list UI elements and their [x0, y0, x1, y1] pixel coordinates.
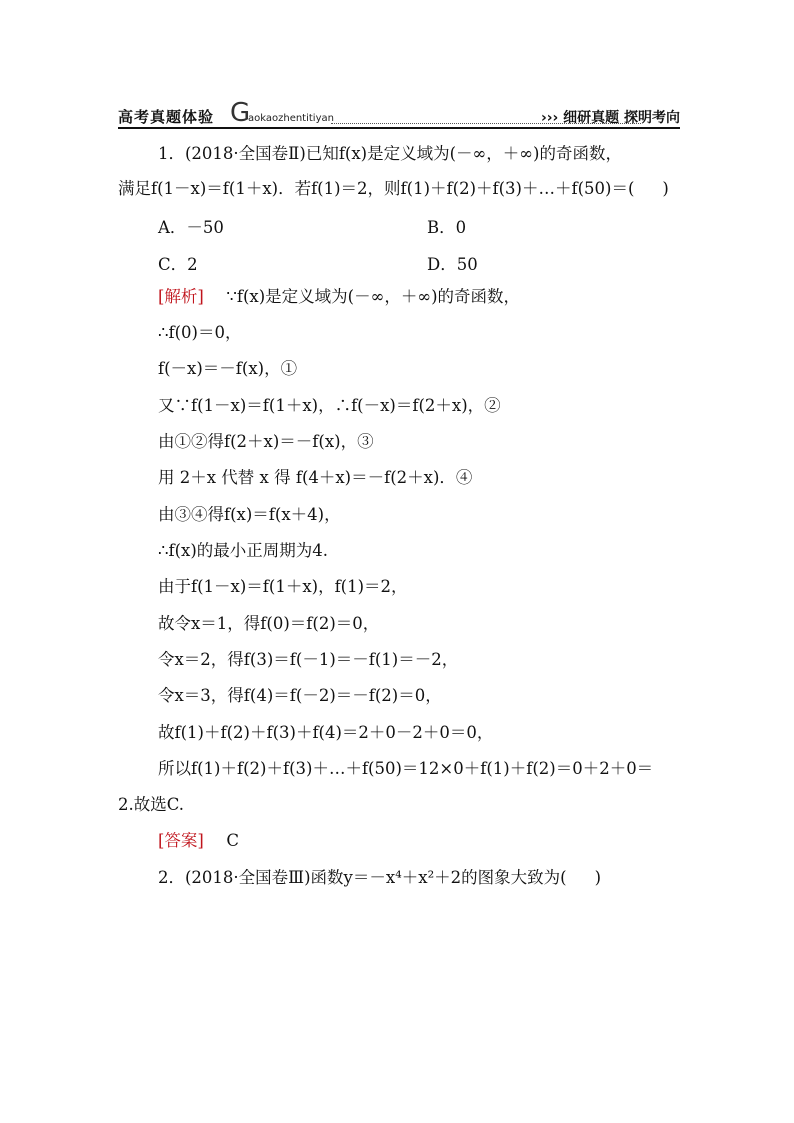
header-subtitle: ››› 细研真题 探明考向 — [540, 110, 680, 126]
analysis-line: 由于f(1－x)＝f(1＋x)，f(1)＝2， — [158, 577, 408, 596]
header-pinyin: aokaozhentitiyan — [248, 113, 334, 124]
analysis-line: 由①②得f(2＋x)＝－f(x)，③ — [158, 432, 374, 451]
option-d: D．50 — [427, 255, 478, 274]
analysis-line: 由③④得f(x)＝f(x＋4)， — [158, 505, 341, 524]
answer-tag: [答案] — [158, 831, 204, 850]
analysis-line: 令x＝2，得f(3)＝f(－1)＝－f(1)＝－2， — [158, 650, 459, 669]
section-title: 高考真题体验 — [118, 108, 215, 126]
option-b: B．0 — [427, 218, 467, 237]
analysis-conclusion: 2.故选C. — [118, 795, 185, 814]
analysis-line: ∴f(0)＝0， — [158, 323, 242, 342]
answer-line — [158, 830, 239, 852]
analysis-line: 用 2＋x 代替 x 得 f(4＋x)＝－f(2＋x)．④ — [158, 468, 473, 487]
analysis-first-line — [158, 286, 520, 308]
analysis-line: f(－x)＝－f(x)，① — [158, 359, 298, 378]
header-rule — [118, 127, 680, 129]
analysis-line: 故令x＝1，得f(0)＝f(2)＝0， — [158, 614, 380, 633]
option-c: C．2 — [158, 255, 198, 274]
answer-paren-close: ) — [594, 868, 602, 887]
question-1-stem: 1．(2018·全国卷Ⅱ)已知f(x)是定义域为(－∞，＋∞)的奇函数， — [158, 144, 622, 163]
question-2-stem — [158, 867, 601, 889]
analysis-line: 故f(1)＋f(2)＋f(3)＋f(4)＝2＋0－2＋0＝0， — [158, 723, 494, 742]
analysis-text: ∵f(x)是定义域为(－∞，＋∞)的奇函数， — [226, 287, 521, 306]
section-header — [118, 98, 680, 128]
analysis-line: 又∵f(1－x)＝f(1＋x)，∴f(－x)＝f(2＋x)，② — [158, 396, 501, 415]
analysis-line: 令x＝3，得f(4)＝f(－2)＝－f(2)＝0， — [158, 686, 442, 705]
answer-paren-close: ) — [662, 179, 669, 198]
header-logo-letter: G — [230, 98, 251, 128]
analysis-line: ∴f(x)的最小正周期为4. — [158, 541, 329, 560]
question-2-text: 2．(2018·全国卷Ⅲ)函数y＝－x⁴＋x²＋2的图象大致为( — [158, 868, 567, 887]
option-a: A．－50 — [158, 218, 224, 237]
analysis-line: 所以f(1)＋f(2)＋f(3)＋…＋f(50)＝12×0＋f(1)＋f(2)＝0＋2＋0＝ — [158, 759, 654, 778]
analysis-tag: [解析] — [158, 287, 204, 306]
answer-value: C — [226, 831, 239, 850]
question-1-stem-cont — [118, 178, 669, 200]
question-1-stem-text: 满足f(1－x)＝f(1＋x)．若f(1)＝2，则f(1)＋f(2)＋f(3)＋…＋f(50)＝( — [118, 179, 635, 198]
